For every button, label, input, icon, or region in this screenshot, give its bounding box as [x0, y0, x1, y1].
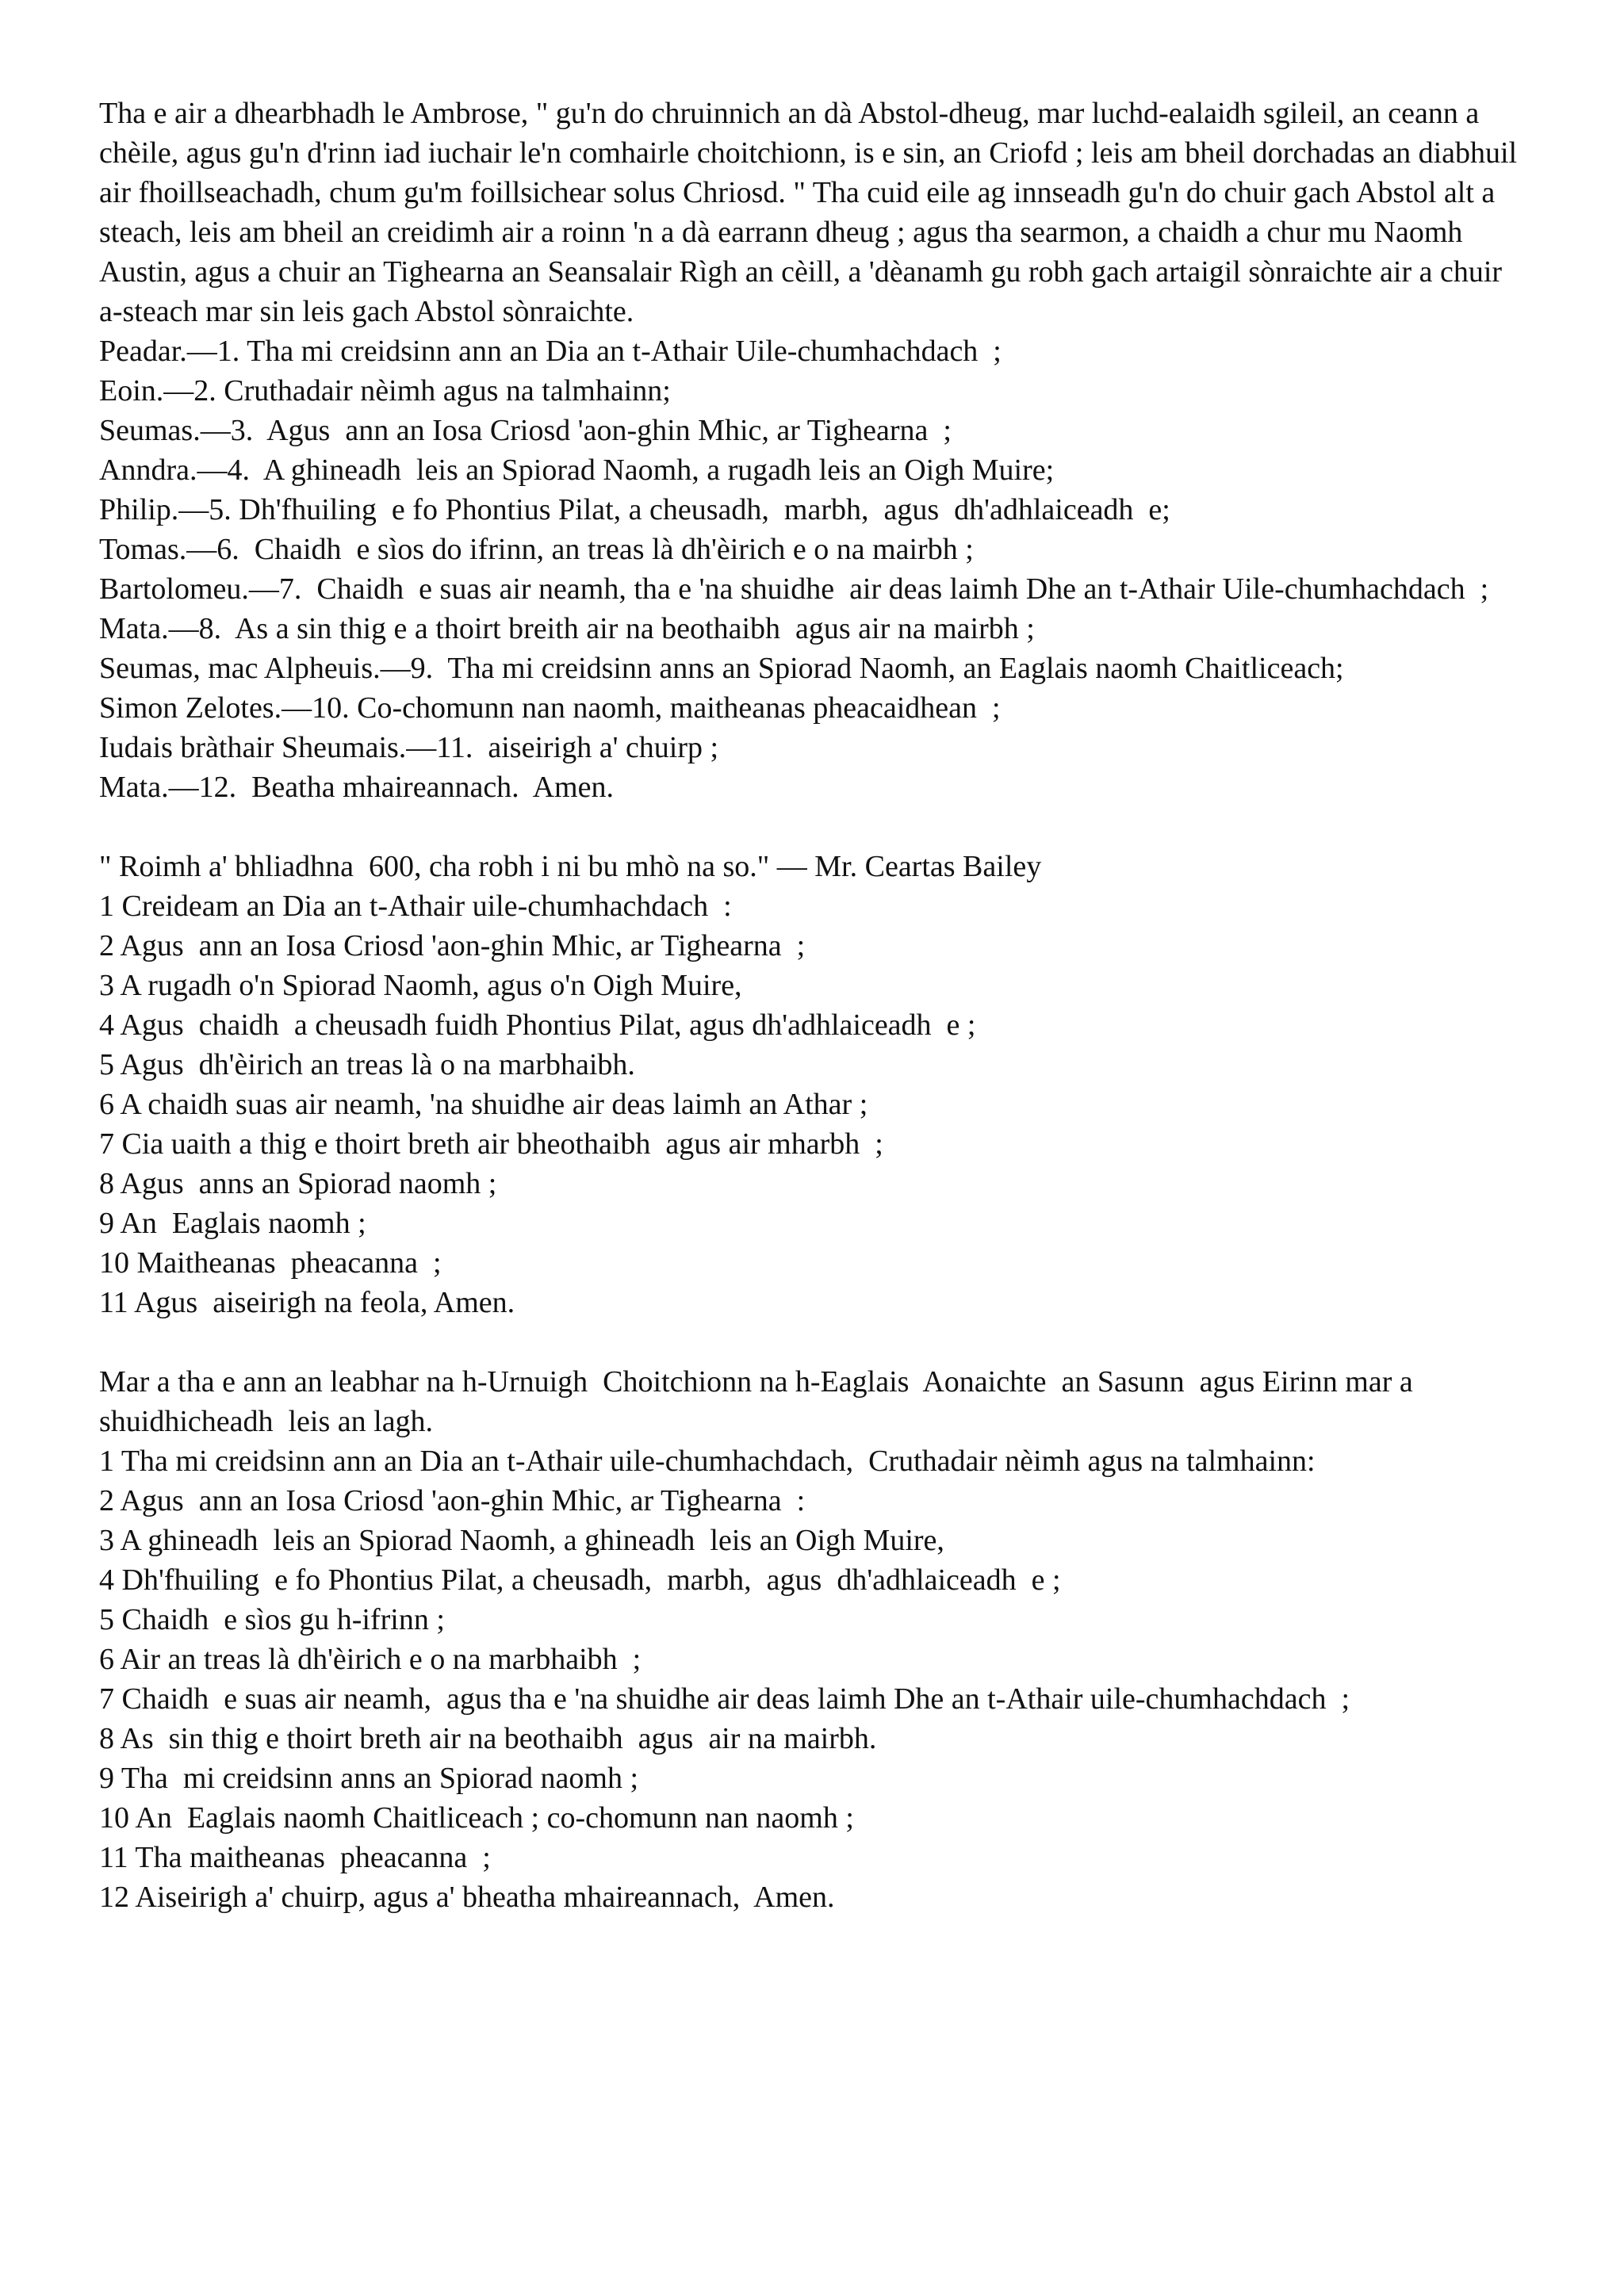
list-item: 10 Maitheanas pheacanna ;	[99, 1246, 442, 1280]
section-spacer	[99, 807, 1526, 847]
list-item: 9 An Eaglais naomh ;	[99, 1207, 366, 1240]
list-item: 4 Dh'fhuiling e fo Phontius Pilat, a cheusadh, marbh, agus dh'adhlaiceadh e ;	[99, 1563, 1061, 1597]
list-item: 2 Agus ann an Iosa Criosd 'aon-ghin Mhic, ar Tighearna ;	[99, 929, 806, 962]
list-item: Seumas, mac Alpheuis.—9. Tha mi creidsinn anns an Spiorad Naomh, an Eaglais naomh Chaitliceach;	[99, 652, 1344, 685]
list-item: 8 As sin thig e thoirt breth air na beothaibh agus air na mairbh.	[99, 1722, 877, 1755]
list-item: Anndra.—4. A ghineadh leis an Spiorad Naomh, a rugadh leis an Oigh Muire;	[99, 453, 1055, 487]
intro-paragraph: Tha e air a dhearbhadh le Ambrose, " gu'n do chruinnich an dà Abstol-dheug, mar luchd-ealaidh sgileil, an ceann a chèile, agus gu'n d'rinn iad iuchair le'n comhairle choitchionn, is e sin, an Criofd ; leis am bheil dorchadas an diabhuil air fhoillseachadh, chum gu'm foillsichear solus Chriosd. " Tha cuid eile ag innseadh gu'n do chuir gach Abstol alt a steach, leis am bheil an creidimh air a roinn 'n a dà earrann dheug ; agus tha searmon, a chaidh a chur mu Naomh Austin, agus a chuir an Tighearna an Seansalair Rìgh an cèill, a 'dèanamh gu robh gach artaigil sònraichte air a chuir a-steach mar sin leis gach Abstol sònraichte.	[99, 97, 1518, 328]
list-item: Tomas.—6. Chaidh e sìos do ifrinn, an treas là dh'èirich e o na mairbh ;	[99, 533, 974, 566]
list-item: Simon Zelotes.—10. Co-chomunn nan naomh, maitheanas pheacaidhean ;	[99, 691, 1001, 725]
list-item: 7 Chaidh e suas air neamh, agus tha e 'na shuidhe air deas laimh Dhe an t-Athair uile-chumhachdach ;	[99, 1682, 1350, 1716]
list-item: 3 A ghineadh leis an Spiorad Naomh, a ghineadh leis an Oigh Muire,	[99, 1524, 944, 1557]
list-item: 5 Chaidh e sìos gu h-ifrinn ;	[99, 1603, 445, 1636]
early-creed-section	[99, 847, 1526, 1322]
list-item: 10 An Eaglais naomh Chaitliceach ; co-chomunn nan naomh ;	[99, 1801, 854, 1835]
list-item: Bartolomeu.—7. Chaidh e suas air neamh, tha e 'na shuidhe air deas laimh Dhe an t-Athair Uile-chumhachdach ;	[99, 572, 1489, 606]
list-item: Iudais bràthair Sheumais.—11. aiseirigh a' chuirp ;	[99, 731, 719, 764]
list-item: Mata.—12. Beatha mhaireannach. Amen.	[99, 771, 614, 804]
list-item: 9 Tha mi creidsinn anns an Spiorad naomh ;	[99, 1762, 639, 1795]
list-item: 2 Agus ann an Iosa Criosd 'aon-ghin Mhic, ar Tighearna :	[99, 1484, 806, 1517]
list-item: 6 Air an treas là dh'èirich e o na marbhaibh ;	[99, 1643, 642, 1676]
list-item: 1 Tha mi creidsinn ann an Dia an t-Athair uile-chumhachdach, Cruthadair nèimh agus na talmhainn:	[99, 1445, 1316, 1478]
list-item: 6 A chaidh suas air neamh, 'na shuidhe air deas laimh an Athar ;	[99, 1088, 868, 1121]
list-item: 8 Agus anns an Spiorad naomh ;	[99, 1167, 497, 1200]
list-item: 1 Creideam an Dia an t-Athair uile-chumhachdach :	[99, 890, 732, 923]
section-spacer	[99, 1322, 1526, 1362]
section-heading: Mar a tha e ann an leabhar na h-Urnuigh Choitchionn na h-Eaglais Aonaichte an Sasunn agus Eirinn mar a shuidhicheadh leis an lagh.	[99, 1365, 1421, 1438]
document-page	[99, 94, 1526, 1917]
prayer-book-creed-section	[99, 1362, 1526, 1917]
list-item: 3 A rugadh o'n Spiorad Naomh, agus o'n Oigh Muire,	[99, 969, 742, 1002]
list-item: 12 Aiseirigh a' chuirp, agus a' bheatha mhaireannach, Amen.	[99, 1881, 835, 1914]
list-item: 4 Agus chaidh a cheusadh fuidh Phontius Pilat, agus dh'adhlaiceadh e ;	[99, 1008, 976, 1042]
list-item: 11 Tha maitheanas pheacanna ;	[99, 1841, 491, 1874]
list-item: Philip.—5. Dh'fhuiling e fo Phontius Pilat, a cheusadh, marbh, agus dh'adhlaiceadh e;	[99, 493, 1170, 526]
list-item: 7 Cia uaith a thig e thoirt breth air bheothaibh agus air mharbh ;	[99, 1127, 883, 1161]
list-item: 5 Agus dh'èirich an treas là o na marbhaibh.	[99, 1048, 635, 1081]
apostles-creed-list	[99, 331, 1526, 807]
list-item: 11 Agus aiseirigh na feola, Amen.	[99, 1286, 515, 1319]
section-heading: " Roimh a' bhliadhna 600, cha robh i ni bu mhò na so." — Mr. Ceartas Bailey	[99, 850, 1042, 883]
list-item: Seumas.—3. Agus ann an Iosa Criosd 'aon-ghin Mhic, ar Tighearna ;	[99, 414, 952, 447]
list-item: Peadar.—1. Tha mi creidsinn ann an Dia an t-Athair Uile-chumhachdach ;	[99, 335, 1002, 368]
list-item: Mata.—8. As a sin thig e a thoirt breith air na beothaibh agus air na mairbh ;	[99, 612, 1035, 645]
list-item: Eoin.—2. Cruthadair nèimh agus na talmhainn;	[99, 374, 671, 408]
